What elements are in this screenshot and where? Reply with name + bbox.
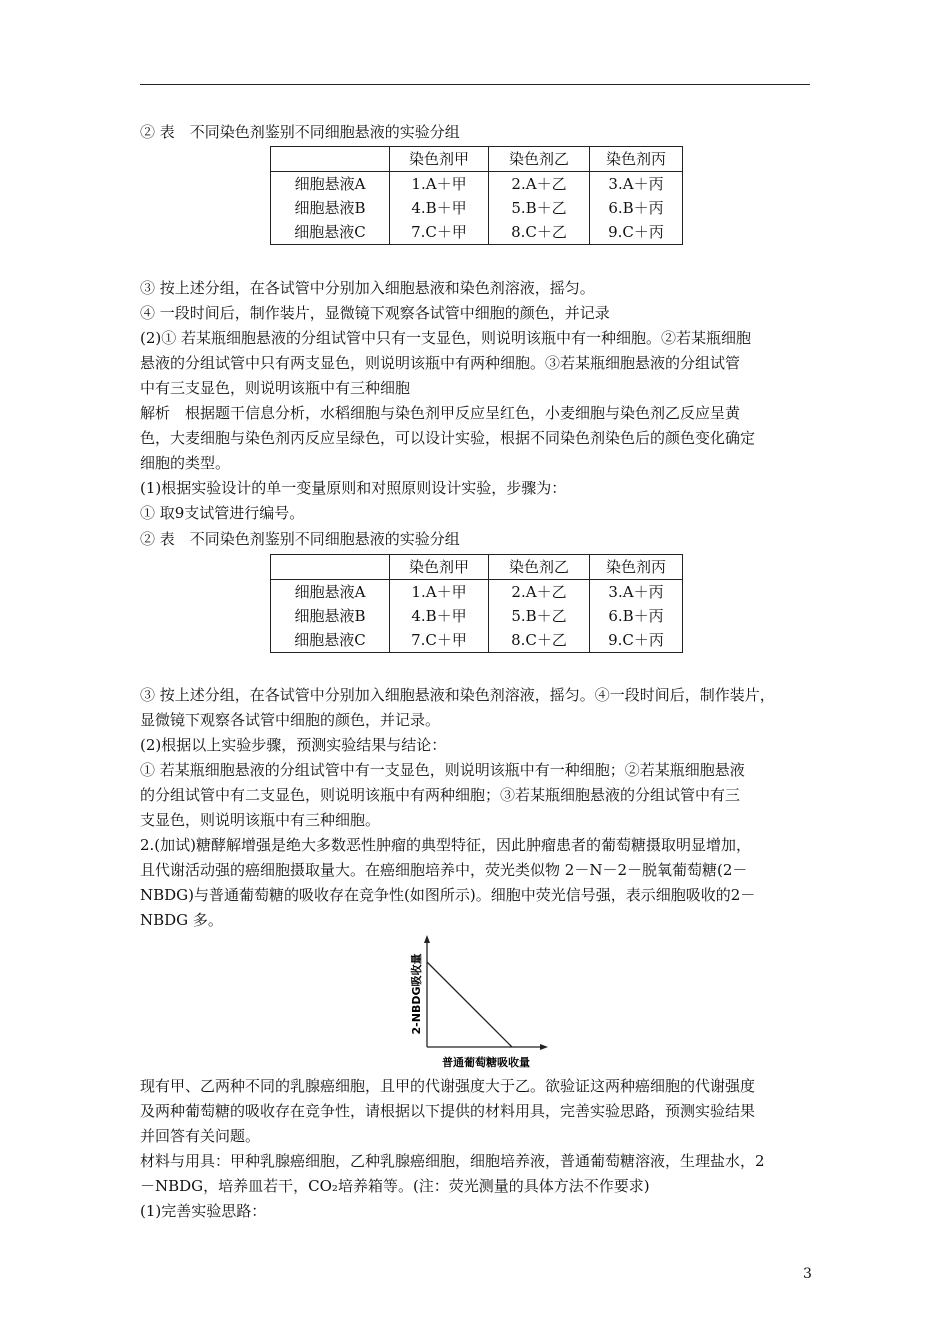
table2-cell: 1.A＋甲 bbox=[390, 580, 489, 605]
table1-cell: 1.A＋甲 bbox=[390, 172, 489, 197]
question-line: 并回答有关问题。 bbox=[140, 1127, 261, 1145]
table-1 bbox=[270, 146, 683, 245]
paragraph-line: ③ 按上述分组，在各试管中分别加入细胞悬液和染色剂溶液，摇匀。④一段时间后，制作装片， bbox=[140, 686, 775, 704]
paragraph-line: 悬液的分组试管中只有两支显色，则说明该瓶中有两种细胞。③若某瓶细胞悬液的分组试管 bbox=[140, 354, 741, 372]
question-line: 现有甲、乙两种不同的乳腺癌细胞，且甲的代谢强度大于乙。欲验证这两种癌细胞的代谢强度 bbox=[140, 1077, 756, 1095]
question-line: 及两种葡萄糖的吸收存在竞争性，请根据以下提供的材料用具，完善实验思路，预测实验结果 bbox=[140, 1102, 756, 1120]
paragraph-line: 的分组试管中有二支显色，则说明该瓶中有两种细胞；③若某瓶细胞悬液的分组试管中有三 bbox=[140, 786, 741, 804]
table2-row-head: 细胞悬液B bbox=[271, 604, 390, 628]
paragraph-line: 支显色，则说明该瓶中有三种细胞。 bbox=[140, 811, 381, 829]
page-number: 3 bbox=[803, 1266, 812, 1282]
question-line: NBDG)与普通葡萄糖的吸收存在竞争性(如图所示)。细胞中荧光信号强，表示细胞吸收的2－ bbox=[140, 886, 756, 904]
analysis-line: 色，大麦细胞与染色剂丙反应呈绿色，可以设计实验，根据不同染色剂染色后的颜色变化确定 bbox=[140, 429, 756, 447]
paragraph: (1)根据实验设计的单一变量原则和对照原则设计实验，步骤为： bbox=[140, 479, 567, 497]
question-line: 且代谢活动强的癌细胞摄取量大。在癌细胞培养中，荧光类似物 2－N－2－脱氧葡萄糖(2－ bbox=[140, 861, 748, 879]
table2-caption: ② 表 不同染色剂鉴别不同细胞悬液的实验分组 bbox=[140, 530, 460, 548]
table2-corner bbox=[271, 555, 390, 580]
paragraph: ④ 一段时间后，制作装片，显微镜下观察各试管中细胞的颜色，并记录 bbox=[140, 304, 610, 322]
table1-cell: 2.A＋乙 bbox=[489, 172, 590, 197]
x-axis-arrow bbox=[540, 1044, 548, 1050]
competition-figure bbox=[400, 930, 560, 1070]
table2-row-head: 细胞悬液C bbox=[271, 628, 390, 653]
table1-cell: 9.C＋丙 bbox=[590, 220, 683, 245]
header-rule bbox=[140, 84, 810, 85]
question-line: 2.(加试)糖酵解增强是绝大多数恶性肿瘤的典型特征，因此肿瘤患者的葡萄糖摄取明显增加， bbox=[140, 836, 752, 854]
table2-col-head: 染色剂乙 bbox=[489, 555, 590, 580]
table2-col-head: 染色剂甲 bbox=[390, 555, 489, 580]
paragraph-line: ① 若某瓶细胞悬液的分组试管中有一支显色，则说明该瓶中有一种细胞；②若某瓶细胞悬液 bbox=[140, 761, 745, 779]
table2-col-head: 染色剂丙 bbox=[590, 555, 683, 580]
analysis-line: 细胞的类型。 bbox=[140, 454, 231, 472]
table1-row-head: 细胞悬液C bbox=[271, 220, 390, 245]
question-line: NBDG 多。 bbox=[140, 911, 223, 929]
table2-cell: 2.A＋乙 bbox=[489, 580, 590, 605]
table2-cell: 8.C＋乙 bbox=[489, 628, 590, 653]
materials-line: 材料与用具：甲种乳腺癌细胞，乙种乳腺癌细胞，细胞培养液，普通葡萄糖溶液，生理盐水，2 bbox=[140, 1152, 765, 1170]
table2-cell: 7.C＋甲 bbox=[390, 628, 489, 653]
paragraph: (2)根据以上实验步骤，预测实验结果与结论： bbox=[140, 736, 447, 754]
table2-row-head: 细胞悬液A bbox=[271, 580, 390, 605]
table1-row-head: 细胞悬液B bbox=[271, 196, 390, 220]
table-2 bbox=[270, 554, 683, 653]
table2-cell: 5.B＋乙 bbox=[489, 604, 590, 628]
paragraph: ① 取9支试管进行编号。 bbox=[140, 504, 305, 522]
table1-cell: 6.B＋丙 bbox=[590, 196, 683, 220]
table1-caption: ② 表 不同染色剂鉴别不同细胞悬液的实验分组 bbox=[140, 123, 460, 141]
table1-col-head: 染色剂乙 bbox=[489, 147, 590, 172]
table2-cell: 3.A＋丙 bbox=[590, 580, 683, 605]
table1-cell: 4.B＋甲 bbox=[390, 196, 489, 220]
paragraph: ③ 按上述分组，在各试管中分别加入细胞悬液和染色剂溶液，摇匀。 bbox=[140, 279, 595, 297]
competition-line bbox=[427, 962, 512, 1047]
materials-line: －NBDG，培养皿若干，CO₂培养箱等。(注：荧光测量的具体方法不作要求) bbox=[140, 1177, 650, 1195]
analysis-line: 解析 根据题干信息分析，水稻细胞与染色剂甲反应呈红色，小麦细胞与染色剂乙反应呈黄 bbox=[140, 404, 741, 422]
table1-cell: 5.B＋乙 bbox=[489, 196, 590, 220]
y-axis-label: 2-NBDG吸收量 bbox=[410, 953, 423, 1035]
table1-cell: 8.C＋乙 bbox=[489, 220, 590, 245]
table1-col-head: 染色剂丙 bbox=[590, 147, 683, 172]
x-axis-label: 普通葡萄糖吸收量 bbox=[442, 1056, 530, 1069]
table1-corner bbox=[271, 147, 390, 172]
table2-cell: 9.C＋丙 bbox=[590, 628, 683, 653]
table2-cell: 4.B＋甲 bbox=[390, 604, 489, 628]
paragraph-line: 显微镜下观察各试管中细胞的颜色，并记录。 bbox=[140, 711, 441, 729]
table1-cell: 7.C＋甲 bbox=[390, 220, 489, 245]
table1-row-head: 细胞悬液A bbox=[271, 172, 390, 197]
y-axis-arrow bbox=[424, 935, 430, 943]
table2-cell: 6.B＋丙 bbox=[590, 604, 683, 628]
paragraph-line: (2)① 若某瓶细胞悬液的分组试管中只有一支显色，则说明该瓶中有一种细胞。②若某瓶细胞 bbox=[140, 329, 752, 347]
table1-cell: 3.A＋丙 bbox=[590, 172, 683, 197]
table1-col-head: 染色剂甲 bbox=[390, 147, 489, 172]
paragraph: (1)完善实验思路： bbox=[140, 1202, 267, 1220]
paragraph-line: 中有三支显色，则说明该瓶中有三种细胞 bbox=[140, 379, 411, 397]
